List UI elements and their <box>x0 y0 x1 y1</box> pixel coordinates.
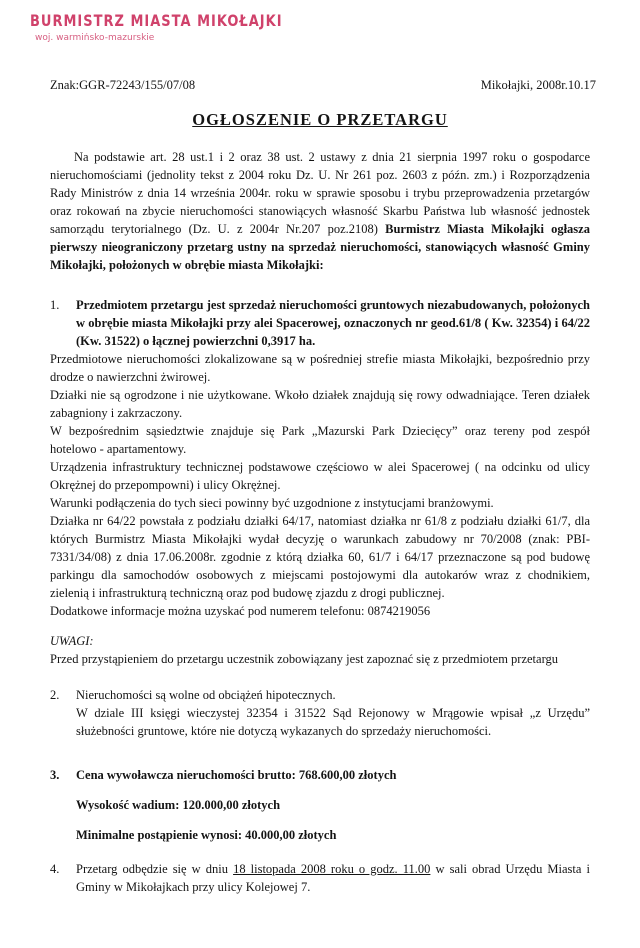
item-4-text <box>76 860 590 896</box>
minimum-increment: Minimalne postąpienie wynosi: 40.000,00 złotych <box>76 828 337 842</box>
document-title: OGŁOSZENIE O PRZETARGU <box>192 110 448 129</box>
description-2: W bezpośrednim sąsiedztwie znajduje się Park „Mazurski Park Dziecięcy” oraz tereny pod zespół hotelowo - apartamentowy. <box>50 424 590 456</box>
description-1: Działki nie są ogrodzone i nie użytkowane. Wkoło działek znajdują się rowy odwadniające. Teren działek zabagniony i zakrzaczony. <box>50 388 590 420</box>
remarks-text: Przed przystąpieniem do przetargu uczestnik zobowiązany jest zapoznać się z przedmiotem przetargu <box>50 652 559 666</box>
description-0: Przedmiotowe nieruchomości zlokalizowane są w pośredniej strefie miasta Mikołajki, bezpośrednio przy drodze o nawierzchni żwirowej. <box>50 352 590 384</box>
description-5: Działka nr 64/22 powstała z podziału działki 64/17, natomiast działka nr 61/8 z podziału działki 61/7, dla których Burmistrz Miasta Mikołajki wydał decyzję o warunkach zabudowy nr 70/2008 (znak: PBI-7331/34/08) z dnia 17.06.2008r. zgodnie z którą działka 60, 61/7 i 64/17 przeznaczone są pod budowę parkingu dla samochodów osobowych z miejscami postojowymi dla autokarów wraz z chodnikiem, zielenią i infrastrukturą techniczną oraz pod budowę zjazdu z drogi publicznej. <box>50 514 590 600</box>
item-3-number: 3. <box>50 768 60 782</box>
remarks-heading: UWAGI: <box>50 634 94 648</box>
auction-date: 18 listopada 2008 roku o godz. 11.00 <box>233 862 431 876</box>
item-4-suffix: w sali obrad Urzędu Miasta i Gminy w Mikołajkach przy ulicy Kolejowej 7. <box>76 862 590 894</box>
item-4-number: 4. <box>50 862 60 876</box>
stamp-line-1: BURMISTRZ MIASTA MIKOŁAJKI <box>30 12 283 31</box>
intro-text: Na podstawie art. 28 ust.1 i 2 oraz 38 ust. 2 ustawy z dnia 21 sierpnia 1997 roku o gospodarce nieruchomościami (jednolity tekst z 2004 roku Dz. U. Nr 261 poz. 2603 z późn. zm.) i Rozporządzenia Rady Ministrów z dnia 14 września 2004r. roku w sprawie sposobu i trybu przeprowadzenia przetargów oraz rokowań na zbycie nieruchomości stanowiących własność Skarbu Państwa lub własność jednostek samorządu terytorialnego (Dz. U. z 2004r Nr.207 poz.2108) <box>50 150 590 236</box>
item-4-prefix: Przetarg odbędzie się w dniu <box>76 862 234 876</box>
item-2-number: 2. <box>50 688 60 702</box>
item-2-line-2: W dziale III księgi wieczystej 32354 i 31522 Sąd Rejonowy w Mrągowie wpisał „z Urzędu” służebności gruntowe, które nie dotyczą wykazanych do sprzedaży nieruchomości. <box>76 706 590 738</box>
description-4: Warunki podłączenia do tych sieci powinny być uzgodnione z instytucjami branżowymi. <box>50 496 494 510</box>
intro-bold: Burmistrz Miasta Mikołajki ogłasza pierwszy nieograniczony przetarg ustny na sprzedaż nieruchomości, stanowiących własność Gminy Mikołajki, położonych w obrębie miasta Mikołajki: <box>50 222 590 272</box>
item-2-line-1: Nieruchomości są wolne od obciążeń hipotecznych. <box>76 688 336 702</box>
deposit-amount: Wysokość wadium: 120.000,00 złotych <box>76 798 281 812</box>
description-6: Dodatkowe informacje można uzyskać pod numerem telefonu: 0874219056 <box>50 604 431 618</box>
municipal-stamp <box>30 12 283 43</box>
item-1-text: Przedmiotem przetargu jest sprzedaż nieruchomości gruntowych niezabudowanych, położonych w obrębie miasta Mikołajki przy alei Spacerowej, oznaczonych nr geod.61/8 ( Kw. 32354) i 64/22 (Kw. 31522) o łącznej powierzchni 0,3917 ha. <box>76 298 590 348</box>
stamp-line-2: woj. warmińsko-mazurskie <box>35 33 155 43</box>
description-3: Urządzenia infrastruktury technicznej podstawowe częściowo w alei Spacerowej ( na odcinku od ulicy Okrężnej do przepompowni) i ulicy Okrężnej. <box>50 460 590 492</box>
reference-number: Znak:GGR-72243/155/07/08 <box>50 78 196 92</box>
place-date: Mikołajki, 2008r.10.17 <box>480 78 596 92</box>
item-1-number: 1. <box>50 298 60 312</box>
starting-price: Cena wywoławcza nieruchomości brutto: 768.600,00 złotych <box>76 768 397 782</box>
intro-paragraph <box>50 148 590 274</box>
